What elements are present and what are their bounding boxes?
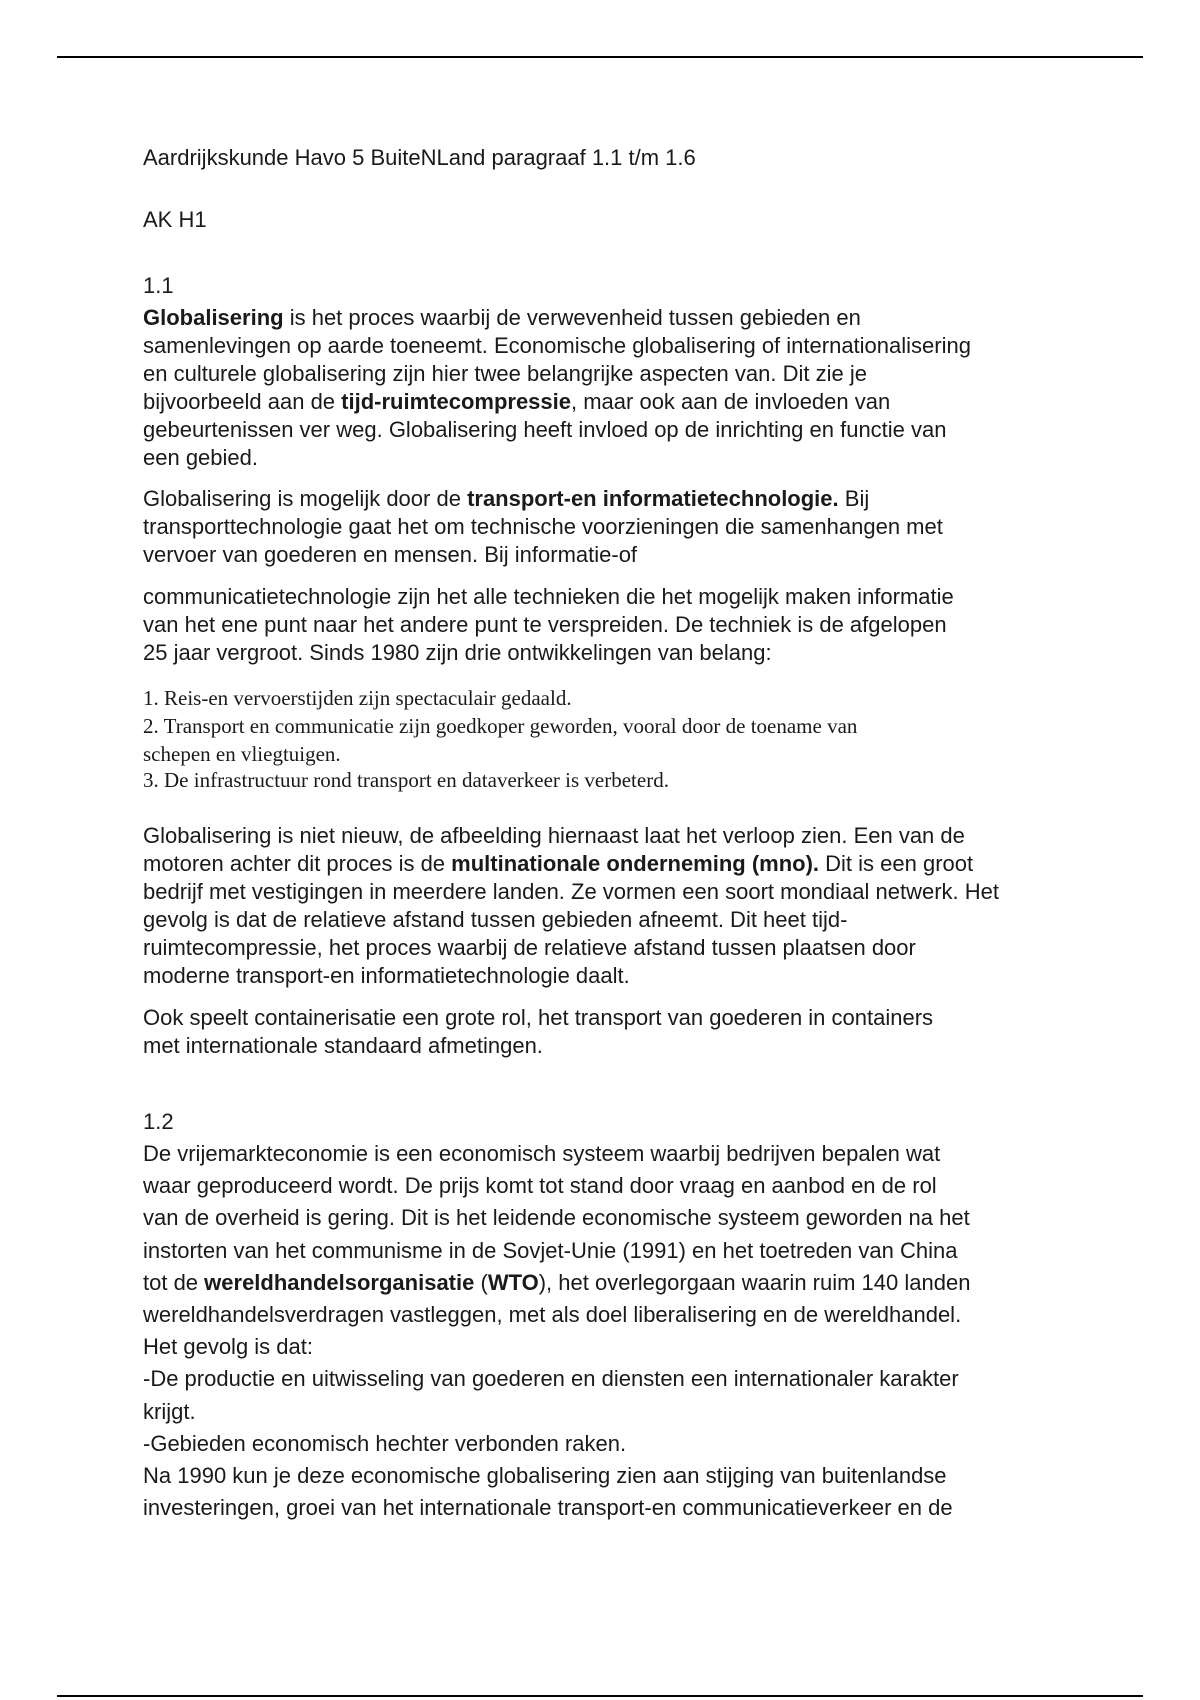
text-line (143, 639, 772, 667)
text-line (143, 444, 258, 472)
text-run: waar geproduceerd wordt. De prijs komt tot stand door vraag en aanbod en de rol (143, 1173, 937, 1199)
text-run: gevolg is dat de relatieve afstand tussen gebieden afneemt. Dit heet tijd- (143, 907, 848, 932)
text-run: transporttechnologie gaat het om technische voorzieningen die samenhangen met (143, 514, 943, 539)
text-run: -Gebieden economisch hechter verbonden raken. (143, 1430, 627, 1456)
text-run: moderne transport-en informatietechnologie daalt. (143, 963, 630, 988)
text-line (143, 1301, 961, 1329)
text-run: -De productie en uitwisseling van goederen en diensten een internationaler karakter (143, 1366, 959, 1392)
text-line (143, 1462, 947, 1490)
text-line (143, 1430, 626, 1458)
text-line (143, 1237, 957, 1265)
text-run: gebeurtenissen ver weg. Globalisering heeft invloed op de inrichting en functie van (143, 417, 947, 442)
text-line (143, 304, 861, 332)
section-number-1-2: 1.2 (143, 1109, 174, 1134)
text-run: Globalisering is niet nieuw, de afbeelding hiernaast laat het verloop zien. Een van de (143, 823, 965, 848)
document-title: Aardrijkskunde Havo 5 BuiteNLand paragraaf 1.1 t/m 1.6 (143, 145, 696, 170)
list-item-continuation: schepen en vliegtuigen. (143, 742, 341, 766)
section-number-1-1: 1.1 (143, 273, 174, 298)
bold-term: transport-en informatietechnologie. (467, 486, 839, 511)
text-line (143, 850, 973, 878)
text-run: Het gevolg is dat: (143, 1334, 313, 1360)
text-run: Dit is een groot (819, 851, 974, 876)
text-line (143, 611, 947, 639)
text-line (143, 1494, 953, 1522)
bold-term: WTO (487, 1269, 539, 1295)
text-run: van het ene punt naar het andere punt te verspreiden. De techniek is de afgelopen (143, 612, 947, 637)
text-run: bijvoorbeeld aan de (143, 389, 342, 414)
text-run: instorten van het communisme in de Sovjet-Unie (1991) en het toetreden van China (143, 1237, 958, 1263)
text-run: en culturele globalisering zijn hier twee belangrijke aspecten van. Dit zie je (143, 361, 867, 386)
text-line (143, 485, 869, 513)
text-run: tot de (143, 1269, 205, 1295)
text-line (143, 962, 630, 990)
text-run: communicatietechnologie zijn het alle technieken die het mogelijk maken informatie (143, 584, 954, 609)
text-line (143, 906, 847, 934)
text-run: een gebied. (143, 445, 258, 470)
text-run: motoren achter dit proces is de (143, 851, 452, 876)
list-item: 1. Reis-en vervoerstijden zijn spectaculair gedaald. (143, 686, 572, 710)
text-line (143, 332, 971, 360)
text-run: Na 1990 kun je deze economische globalisering zien aan stijging van buitenlandse (143, 1463, 947, 1488)
text-line (143, 583, 954, 611)
text-run: samenlevingen op aarde toeneemt. Economische globalisering of internationalisering (143, 333, 971, 358)
text-run: krijgt. (143, 1398, 196, 1424)
text-line (143, 878, 999, 906)
text-line (143, 1204, 970, 1232)
text-line (143, 360, 867, 388)
text-run: vervoer van goederen en mensen. Bij informatie-of (143, 542, 638, 567)
text-line (143, 1140, 940, 1168)
text-run: 25 jaar vergroot. Sinds 1980 zijn drie ontwikkelingen van belang: (143, 640, 772, 665)
text-run: bedrijf met vestigingen in meerdere landen. Ze vormen een soort mondiaal netwerk. Het (143, 879, 1000, 904)
text-line (143, 388, 890, 416)
text-run: Ook speelt containerisatie een grote rol, het transport van goederen in containers (143, 1005, 934, 1030)
text-run: met internationale standaard afmetingen. (143, 1033, 543, 1058)
text-line (143, 541, 637, 569)
text-line (143, 1365, 959, 1393)
bold-term: wereldhandelsorganisatie (204, 1269, 475, 1295)
text-line (143, 513, 943, 541)
text-run: , maar ook aan de invloeden van (571, 389, 891, 414)
text-line (143, 1032, 543, 1060)
text-run: De vrijemarkteconomie is een economisch systeem waarbij bedrijven bepalen wat (143, 1141, 941, 1166)
top-rule (57, 56, 1143, 58)
text-line (143, 1398, 196, 1426)
text-line (143, 934, 916, 962)
bold-term: multinationale onderneming (mno). (451, 851, 820, 876)
text-run: ( (474, 1269, 488, 1295)
text-run: is het proces waarbij de verwevenheid tussen gebieden en (283, 305, 861, 330)
text-line (143, 1172, 937, 1200)
text-run: ruimtecompressie, het proces waarbij de relatieve afstand tussen plaatsen door (143, 935, 916, 960)
bold-term: Globalisering (143, 305, 284, 330)
text-line (143, 1004, 933, 1032)
text-line (143, 822, 965, 850)
text-run: investeringen, groei van het internationale transport-en communicatieverkeer en de (143, 1495, 953, 1521)
text-line (143, 1269, 970, 1297)
list-item: 2. Transport en communicatie zijn goedkoper geworden, vooral door de toename van (143, 714, 858, 738)
text-run: Bij (838, 486, 870, 511)
text-line (143, 416, 947, 444)
text-run: Globalisering is mogelijk door de (143, 486, 468, 511)
text-run: ), het overlegorgaan waarin ruim 140 landen (538, 1269, 971, 1295)
bottom-rule (57, 1695, 1143, 1697)
text-run: wereldhandelsverdragen vastleggen, met als doel liberalisering en de wereldhandel. (143, 1302, 962, 1327)
chapter-label: AK H1 (143, 207, 207, 232)
list-item: 3. De infrastructuur rond transport en dataverkeer is verbeterd. (143, 768, 669, 792)
text-line (143, 1333, 313, 1361)
bold-term: tijd-ruimtecompressie (341, 389, 571, 414)
text-run: van de overheid is gering. Dit is het leidende economische systeem geworden na het (143, 1205, 970, 1231)
